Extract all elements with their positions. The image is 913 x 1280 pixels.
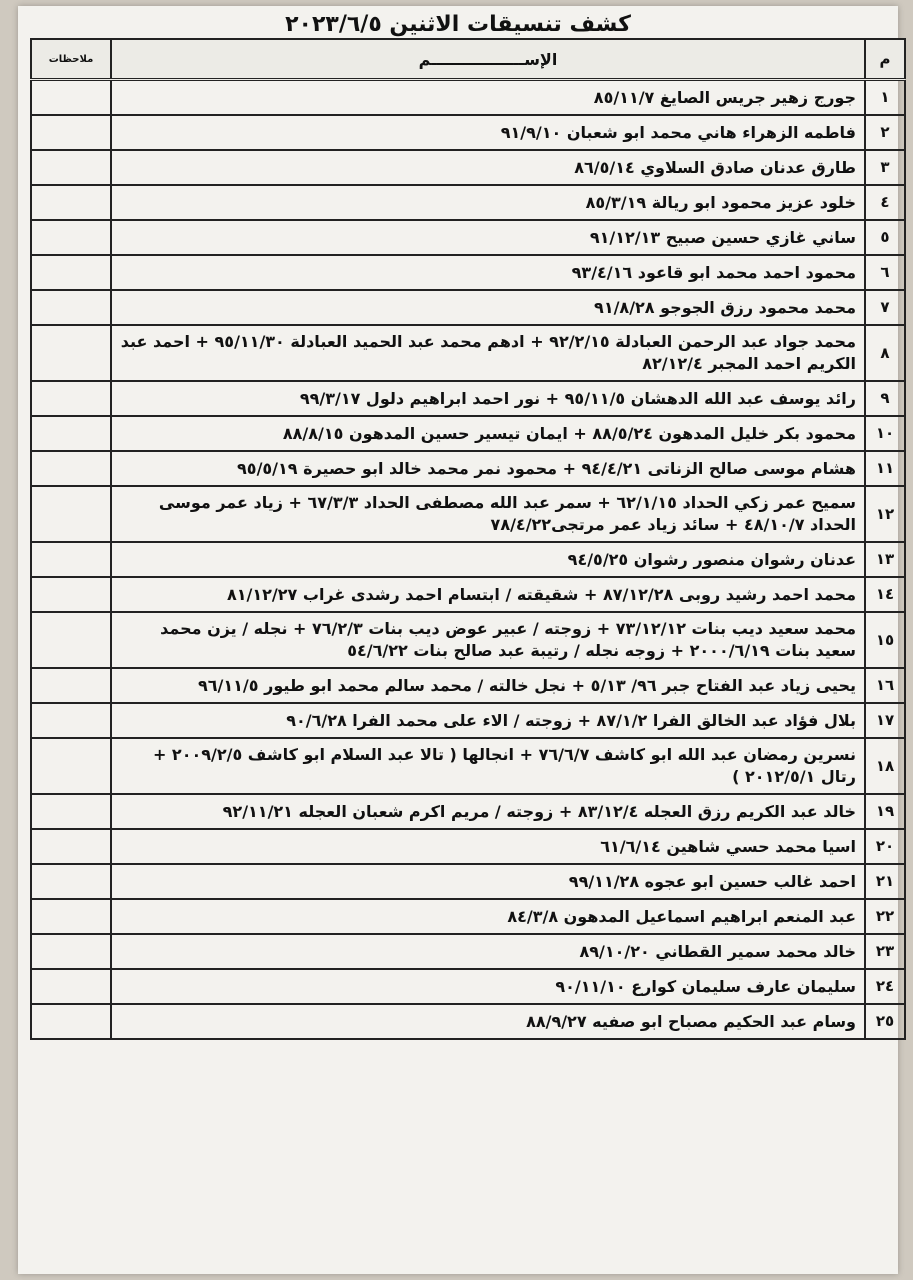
table-row bbox=[31, 703, 905, 738]
table-row bbox=[31, 864, 905, 899]
row-name: سميح عمر زكي الحداد ٦٢/١/١٥ + سمر عبد الله مصطفى الحداد ٦٧/٣/٣ + زياد عمر موسى الحداد ٤٨/١٠/٧ + سائد زياد عمر مرتجى٧٨/٤/٢٢ bbox=[111, 486, 865, 542]
table-row bbox=[31, 381, 905, 416]
header-notes: ملاحظات bbox=[31, 39, 111, 80]
document-title: كشف تنسيقات الاثنين ٢٠٢٣/٦/٥ bbox=[285, 12, 631, 37]
table-body bbox=[31, 80, 905, 1040]
row-number: ١٥ bbox=[865, 612, 905, 668]
table-row bbox=[31, 934, 905, 969]
table-row bbox=[31, 150, 905, 185]
row-name: ساني غازي حسين صبيح ٩١/١٢/١٣ bbox=[111, 220, 865, 255]
row-notes bbox=[31, 185, 111, 220]
table-row bbox=[31, 486, 905, 542]
paper-sheet bbox=[18, 6, 898, 1274]
row-number: ١٧ bbox=[865, 703, 905, 738]
row-number: ٢٣ bbox=[865, 934, 905, 969]
row-name: هشام موسى صالح الزناتى ٩٤/٤/٢١ + محمود نمر محمد خالد ابو حصيرة ٩٥/٥/١٩ bbox=[111, 451, 865, 486]
table-row bbox=[31, 255, 905, 290]
row-notes bbox=[31, 255, 111, 290]
table-row bbox=[31, 899, 905, 934]
row-notes bbox=[31, 899, 111, 934]
row-number: ٧ bbox=[865, 290, 905, 325]
row-number: ١ bbox=[865, 80, 905, 116]
row-notes bbox=[31, 115, 111, 150]
row-name: بلال فؤاد عبد الخالق الفرا ٨٧/١/٢ + زوجته / الاء على محمد الفرا ٩٠/٦/٢٨ bbox=[111, 703, 865, 738]
row-number: ٢٠ bbox=[865, 829, 905, 864]
row-number: ١٤ bbox=[865, 577, 905, 612]
table-row bbox=[31, 325, 905, 381]
row-number: ١٣ bbox=[865, 542, 905, 577]
row-notes bbox=[31, 864, 111, 899]
row-number: ١٨ bbox=[865, 738, 905, 794]
table-row bbox=[31, 668, 905, 703]
row-name: محمد احمد رشيد روبى ٨٧/١٢/٢٨ + شقيقته / ابتسام احمد رشدى غراب ٨١/١٢/٢٧ bbox=[111, 577, 865, 612]
table-row bbox=[31, 220, 905, 255]
row-name: خالد عبد الكريم رزق العجله ٨٣/١٢/٤ + زوجته / مريم اكرم شعبان العجله ٩٢/١١/٢١ bbox=[111, 794, 865, 829]
row-number: ٤ bbox=[865, 185, 905, 220]
header-name: الإســـــــــــــــــم bbox=[111, 39, 865, 80]
table-row bbox=[31, 542, 905, 577]
header-number: م bbox=[865, 39, 905, 80]
row-name: رائد يوسف عبد الله الدهشان ٩٥/١١/٥ + نور احمد ابراهيم دلول ٩٩/٣/١٧ bbox=[111, 381, 865, 416]
row-name: محمد سعيد ديب بنات ٧٣/١٢/١٢ + زوجته / عبير عوض ديب بنات ٧٦/٢/٣ + نجله / يزن محمد سعيد بنات ٢٠٠٠/٦/١٩ + زوجه نجله / رتيبة عبد صالح بنات ٥٤/٦/٢٢ bbox=[111, 612, 865, 668]
coordination-table bbox=[30, 38, 906, 1040]
row-number: ١٠ bbox=[865, 416, 905, 451]
table-row bbox=[31, 577, 905, 612]
row-name: اسيا محمد حسي شاهين ٦١/٦/١٤ bbox=[111, 829, 865, 864]
row-notes bbox=[31, 738, 111, 794]
row-number: ٨ bbox=[865, 325, 905, 381]
row-number: ٣ bbox=[865, 150, 905, 185]
table-row bbox=[31, 612, 905, 668]
row-name: طارق عدنان صادق السلاوي ٨٦/٥/١٤ bbox=[111, 150, 865, 185]
row-number: ٦ bbox=[865, 255, 905, 290]
row-notes bbox=[31, 934, 111, 969]
row-notes bbox=[31, 80, 111, 116]
row-notes bbox=[31, 542, 111, 577]
row-notes bbox=[31, 290, 111, 325]
row-name: احمد غالب حسين ابو عجوه ٩٩/١١/٢٨ bbox=[111, 864, 865, 899]
table-row bbox=[31, 1004, 905, 1039]
row-name: خلود عزيز محمود ابو ريالة ٨٥/٣/١٩ bbox=[111, 185, 865, 220]
table-row bbox=[31, 80, 905, 116]
row-number: ١٩ bbox=[865, 794, 905, 829]
row-name: عبد المنعم ابراهيم اسماعيل المدهون ٨٤/٣/٨ bbox=[111, 899, 865, 934]
row-name: يحيى زياد عبد الفتاح جبر ٩٦/ ٥/١٣ + نجل خالته / محمد سالم محمد ابو طيور ٩٦/١١/٥ bbox=[111, 668, 865, 703]
row-number: ٢ bbox=[865, 115, 905, 150]
row-notes bbox=[31, 150, 111, 185]
table-row bbox=[31, 969, 905, 1004]
table-row bbox=[31, 451, 905, 486]
table-row bbox=[31, 738, 905, 794]
row-notes bbox=[31, 577, 111, 612]
table-row bbox=[31, 794, 905, 829]
row-notes bbox=[31, 703, 111, 738]
row-number: ١٢ bbox=[865, 486, 905, 542]
row-number: ٢١ bbox=[865, 864, 905, 899]
row-name: نسرين رمضان عبد الله ابو كاشف ٧٦/٦/٧ + انجالها ( تالا عبد السلام ابو كاشف ٢٠٠٩/٢/٥ + رتال ٢٠١٢/٥/١ ) bbox=[111, 738, 865, 794]
row-notes bbox=[31, 416, 111, 451]
table-row bbox=[31, 290, 905, 325]
row-notes bbox=[31, 668, 111, 703]
row-number: ٩ bbox=[865, 381, 905, 416]
row-number: ٢٤ bbox=[865, 969, 905, 1004]
row-notes bbox=[31, 1004, 111, 1039]
row-notes bbox=[31, 381, 111, 416]
table-row bbox=[31, 416, 905, 451]
row-name: سليمان عارف سليمان كوارع ٩٠/١١/١٠ bbox=[111, 969, 865, 1004]
row-name: خالد محمد سمير القطاني ٨٩/١٠/٢٠ bbox=[111, 934, 865, 969]
table-row bbox=[31, 115, 905, 150]
row-notes bbox=[31, 794, 111, 829]
row-name: محمد محمود رزق الجوجو ٩١/٨/٢٨ bbox=[111, 290, 865, 325]
row-name: عدنان رشوان منصور رشوان ٩٤/٥/٢٥ bbox=[111, 542, 865, 577]
row-notes bbox=[31, 220, 111, 255]
row-name: محمود بكر خليل المدهون ٨٨/٥/٢٤ + ايمان تيسير حسين المدهون ٨٨/٨/١٥ bbox=[111, 416, 865, 451]
row-number: ٢٥ bbox=[865, 1004, 905, 1039]
row-name: جورج زهير جريس الصايغ ٨٥/١١/٧ bbox=[111, 80, 865, 116]
table-row bbox=[31, 185, 905, 220]
row-name: فاطمه الزهراء هاني محمد ابو شعبان ٩١/٩/١٠ bbox=[111, 115, 865, 150]
row-notes bbox=[31, 451, 111, 486]
row-name: محمد جواد عبد الرحمن العبادلة ٩٢/٢/١٥ + ادهم محمد عبد الحميد العبادلة ٩٥/١١/٣٠ + احمد عبد الكريم احمد المجبر ٨٢/١٢/٤ bbox=[111, 325, 865, 381]
row-notes bbox=[31, 612, 111, 668]
row-number: ١٦ bbox=[865, 668, 905, 703]
row-notes bbox=[31, 486, 111, 542]
row-notes bbox=[31, 969, 111, 1004]
row-name: محمود احمد محمد ابو قاعود ٩٣/٤/١٦ bbox=[111, 255, 865, 290]
row-number: ٥ bbox=[865, 220, 905, 255]
table-row bbox=[31, 829, 905, 864]
row-name: وسام عبد الحكيم مصباح ابو صفيه ٨٨/٩/٢٧ bbox=[111, 1004, 865, 1039]
row-number: ١١ bbox=[865, 451, 905, 486]
row-number: ٢٢ bbox=[865, 899, 905, 934]
table-header-row bbox=[31, 39, 905, 80]
row-notes bbox=[31, 829, 111, 864]
row-notes bbox=[31, 325, 111, 381]
